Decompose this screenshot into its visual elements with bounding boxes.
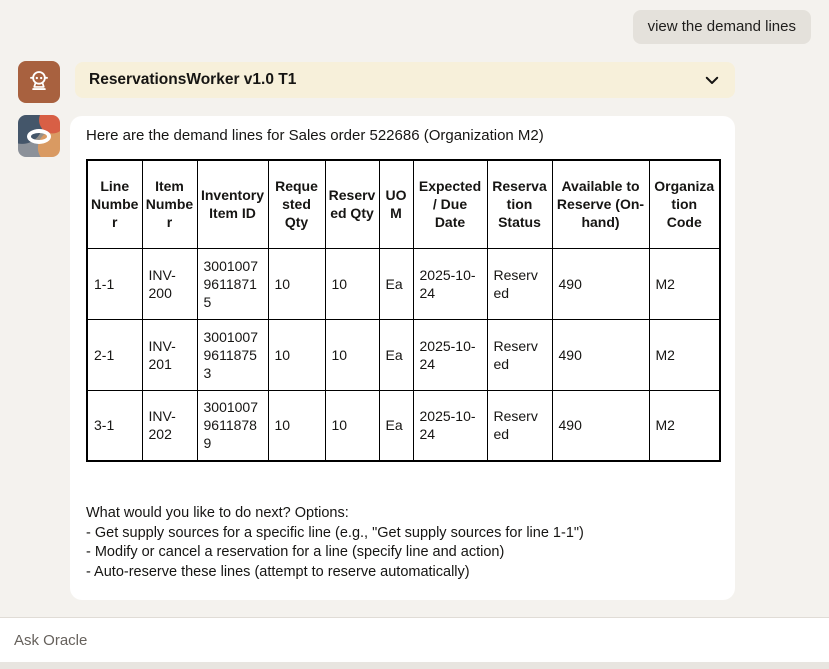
table-cell: 2025-10-24 xyxy=(413,319,487,390)
option-line: - Auto-reserve these lines (attempt to reserve automatically) xyxy=(86,563,470,580)
assistant-message-card xyxy=(70,116,735,600)
column-header: Expected / Due Date xyxy=(413,160,487,248)
option-line: - Modify or cancel a reservation for a line (specify line and action) xyxy=(86,544,505,560)
table-row xyxy=(87,248,720,319)
table-cell: M2 xyxy=(649,390,720,461)
table-cell: 2-1 xyxy=(87,319,142,390)
demand-lines-table xyxy=(86,159,721,462)
message-intro: Here are the demand lines for Sales order 522686 (Organization M2) xyxy=(86,127,544,144)
table-cell: 10 xyxy=(268,319,325,390)
column-header: UOM xyxy=(379,160,413,248)
column-header: Reservation Status xyxy=(487,160,552,248)
table-cell: Ea xyxy=(379,319,413,390)
table-cell: M2 xyxy=(649,319,720,390)
table-cell: 10 xyxy=(325,319,379,390)
table-cell: INV-201 xyxy=(142,319,197,390)
table-cell: 1-1 xyxy=(87,248,142,319)
column-header: Requested Qty xyxy=(268,160,325,248)
table-cell: 300100796118753 xyxy=(197,319,268,390)
table-cell: 300100796118789 xyxy=(197,390,268,461)
followup-block xyxy=(86,504,719,582)
table-cell: 3-1 xyxy=(87,390,142,461)
robot-icon xyxy=(26,67,52,98)
table-cell: 2025-10-24 xyxy=(413,390,487,461)
table-cell: Reserved xyxy=(487,319,552,390)
agent-avatar xyxy=(18,61,60,103)
chevron-down-icon[interactable] xyxy=(703,71,721,89)
table-body xyxy=(87,248,720,461)
oracle-logo-icon xyxy=(27,129,51,144)
table-cell: 10 xyxy=(268,390,325,461)
table-cell: 2025-10-24 xyxy=(413,248,487,319)
column-header: Item Number xyxy=(142,160,197,248)
user-message-text: view the demand lines xyxy=(647,18,796,35)
table-cell: Reserved xyxy=(487,390,552,461)
agent-title: ReservationsWorker v1.0 T1 xyxy=(89,71,297,88)
table-cell: 490 xyxy=(552,390,649,461)
table-cell: 10 xyxy=(325,390,379,461)
option-line: - Get supply sources for a specific line (e.g., "Get supply sources for line 1-1") xyxy=(86,524,584,541)
table-row xyxy=(87,390,720,461)
table-cell: Ea xyxy=(379,248,413,319)
column-header: Line Number xyxy=(87,160,142,248)
followup-question: What would you like to do next? Options: xyxy=(86,505,349,521)
column-header: Reserved Qty xyxy=(325,160,379,248)
agent-header-bar[interactable] xyxy=(75,62,735,98)
column-header: Inventory Item ID xyxy=(197,160,268,248)
column-header: Organization Code xyxy=(649,160,720,248)
table-cell: 300100796118715 xyxy=(197,248,268,319)
table-cell: INV-202 xyxy=(142,390,197,461)
options-list xyxy=(86,524,719,583)
table-cell: INV-200 xyxy=(142,248,197,319)
table-cell: 490 xyxy=(552,319,649,390)
table-cell: 10 xyxy=(268,248,325,319)
table-cell: M2 xyxy=(649,248,720,319)
assistant-avatar xyxy=(18,115,60,157)
table-cell: 490 xyxy=(552,248,649,319)
column-header: Available to Reserve (On-hand) xyxy=(552,160,649,248)
table-cell: Ea xyxy=(379,390,413,461)
chat-input-bar xyxy=(0,617,829,662)
user-message-bubble xyxy=(633,10,811,44)
table-header-row xyxy=(87,160,720,248)
bottom-strip xyxy=(0,662,829,669)
chat-input[interactable] xyxy=(0,618,829,662)
table-cell: 10 xyxy=(325,248,379,319)
table-cell: Reserved xyxy=(487,248,552,319)
table-row xyxy=(87,319,720,390)
